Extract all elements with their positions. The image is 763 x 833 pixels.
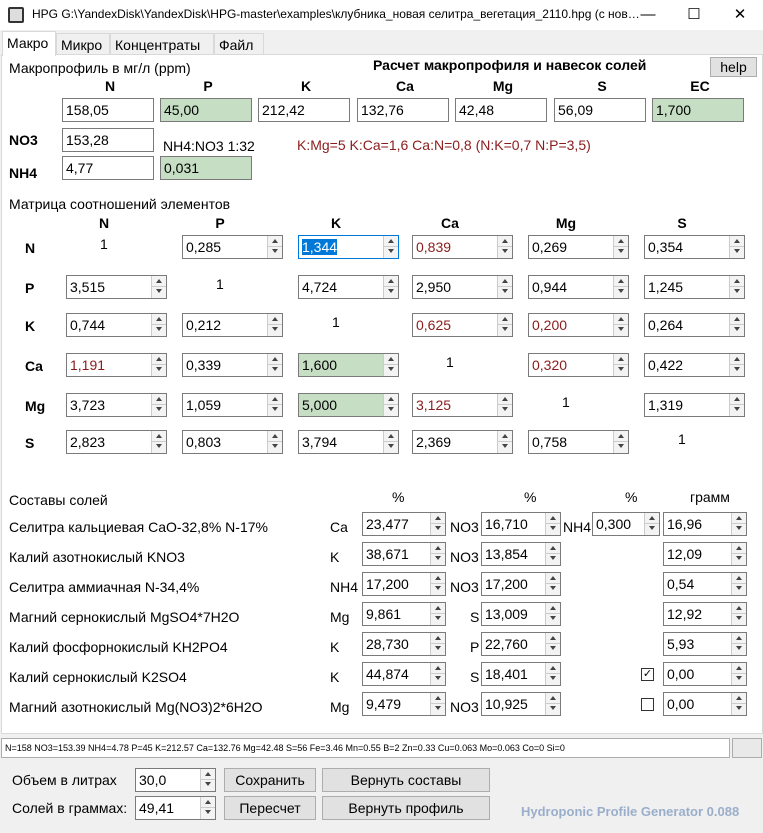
spinner-arrows-icon[interactable] [430,693,445,715]
matrix-cell-n-mg[interactable] [528,235,629,259]
salt-gram-input-value: 0,00 [667,666,695,682]
spinner-arrows-icon[interactable] [267,354,282,376]
spinner-arrows-icon[interactable] [731,663,746,685]
matrix-cell-s-k-value: 3,794 [302,434,338,450]
matrix-cell-s-ca-value: 2,369 [416,434,452,450]
matrix-cell-ca-s-value: 0,422 [648,357,684,373]
spinner-arrows-icon[interactable] [729,394,744,416]
tab-macro[interactable]: Макро [2,31,56,56]
status-bar-extra [732,738,762,758]
salt-pct-1[interactable] [362,602,446,626]
matrix-cell-mg-p[interactable] [182,393,283,417]
tab-file[interactable]: Файл [214,33,264,55]
salt-pct-2-value: 17,200 [485,576,528,592]
macro-header-p: P [203,78,213,94]
matrix-cell-p-s-value: 1,245 [648,279,684,295]
matrix-cell-ca-k[interactable] [298,353,399,377]
matrix-cell-s-n[interactable] [66,430,167,454]
salt-include-checkbox[interactable]: ✓ [642,668,653,680]
calc-heading: Расчет макропрофиля и навесок солей [373,57,647,73]
matrix-col-s: S [677,215,687,231]
matrix-cell-n-k-value: 1,344 [302,239,338,255]
matrix-row-mg: Mg [25,398,46,414]
matrix-row-n: N [25,240,36,256]
matrix-cell-p-k-value: 4,724 [302,279,338,295]
salt-pct-1-value: 17,200 [366,576,409,592]
volume-input[interactable]: 30,0 [135,768,216,792]
volume-label: Объем в литрах [12,772,117,788]
spinner-arrows-icon[interactable] [497,276,512,298]
spinner-arrows-icon[interactable] [151,276,166,298]
no3-input-value: 153,28 [66,132,109,148]
salt-name: Магний сернокислый MgSO4*7H2O [9,609,240,625]
salt-pct-2[interactable] [481,602,561,626]
salt-pct-1[interactable] [362,512,446,536]
salt-include-checkbox[interactable] [641,698,654,711]
no3-input[interactable] [62,128,154,152]
matrix-cell-s-ca[interactable] [412,430,513,454]
macro-header-k: K [300,78,312,94]
matrix-cell-ca-k-value: 1,600 [302,357,338,373]
salt-element-1: K [330,549,340,565]
salt-gram-input[interactable] [663,572,747,596]
matrix-cell-p-s[interactable] [644,275,745,299]
macro-input-s[interactable] [554,98,646,122]
spinner-arrows-icon[interactable] [151,394,166,416]
nh4-input[interactable] [62,156,154,180]
maximize-button[interactable]: ☐ [687,6,701,23]
matrix-cell-ca-n[interactable] [66,353,167,377]
salt-element-1: K [330,669,340,685]
spinner-arrows-icon[interactable] [545,513,560,535]
salt-pct-2-value: 10,925 [485,696,528,712]
restore-compositions-button[interactable]: Вернуть составы [322,768,490,792]
matrix-diag-ca: 1 [446,354,454,370]
macro-header-ec: EC [690,78,710,94]
matrix-cell-p-mg[interactable] [528,275,629,299]
matrix-cell-k-s[interactable] [644,313,745,337]
spinner-arrows-icon[interactable] [430,543,445,565]
ratios-text: K:Mg=5 K:Ca=1,6 Ca:N=0,8 (N:K=0,7 N:P=3,5) [297,137,591,153]
salts-pct-header-2: % [524,489,537,505]
spinner-arrows-icon[interactable] [383,354,398,376]
macro-input-n-value: 158,05 [66,102,109,118]
salt-pct-2[interactable] [481,692,561,716]
spinner-arrows-icon[interactable] [644,513,659,535]
salts-pct-header-3: % [625,489,638,505]
salt-pct-2-value: 22,760 [485,636,528,652]
window-title: HPG G:\YandexDisk\YandexDisk\HPG-master\examples\клубника_новая селитра_вегетация_2110.hpg (с нов… [32,7,640,21]
matrix-cell-s-mg-value: 0,758 [532,434,568,450]
salt-pct-1[interactable] [362,662,446,686]
salt-pct-2[interactable] [481,632,561,656]
salt-pct-1-value: 9,861 [366,606,402,622]
restore-profile-button[interactable]: Вернуть профиль [322,796,490,820]
matrix-cell-k-ca[interactable] [412,313,513,337]
spinner-arrows-icon[interactable] [151,431,166,453]
salts-gram-header: грамм [690,489,730,505]
macro-input-p[interactable] [160,98,252,122]
matrix-col-n: N [98,215,110,231]
salt-element-1: Mg [330,609,350,625]
salt-gram-input[interactable] [663,692,747,716]
macro-input-ca-value: 132,76 [361,102,404,118]
spinner-arrows-icon[interactable] [497,394,512,416]
spinner-arrows-icon[interactable] [613,236,628,258]
spinner-arrows-icon[interactable] [267,314,282,336]
matrix-cell-s-p-value: 0,803 [186,434,222,450]
matrix-col-p: P [215,215,225,231]
tab-concentrates[interactable]: Концентраты [110,33,214,55]
salt-pct-1-value: 44,874 [366,666,409,682]
matrix-col-ca: Ca [441,215,459,231]
macro-profile-label: Макропрофиль в мг/л (ppm) [9,60,191,76]
salt-element-2: S [470,609,480,625]
macro-input-k-value: 212,42 [262,102,305,118]
spinner-arrows-icon[interactable] [731,603,746,625]
salt-name: Калий фосфорнокислый KH2PO4 [9,639,228,655]
matrix-diag-n: 1 [100,236,108,252]
salts-label: Составы солей [9,492,108,508]
spinner-arrows-icon[interactable] [430,603,445,625]
salt-name: Селитра аммиачная N-34,4% [9,579,200,595]
matrix-cell-k-n-value: 0,744 [70,317,106,333]
matrix-cell-n-k[interactable] [298,235,399,259]
matrix-row-p: P [25,280,35,296]
spinner-arrows-icon[interactable] [613,314,628,336]
salt-gram-input-value: 5,93 [667,636,695,652]
salt-gram-input-value: 0,54 [667,576,695,592]
matrix-cell-k-p-value: 0,212 [186,317,222,333]
title-bar [0,0,763,30]
matrix-cell-n-ca-value: 0,839 [416,239,452,255]
spinner-arrows-icon[interactable] [430,633,445,655]
spinner-arrows-icon[interactable] [383,394,398,416]
salt-element-2: NO3 [450,579,479,595]
matrix-cell-k-s-value: 0,264 [648,317,684,333]
salts-total-input[interactable]: 49,41 [135,796,216,820]
spinner-arrows-icon[interactable] [430,513,445,535]
matrix-diag-s: 1 [678,431,686,447]
macro-header-n: N [104,78,116,94]
nh4-label: NH4 [9,165,38,181]
salt-gram-input-value: 16,96 [667,516,703,532]
matrix-cell-p-k[interactable] [298,275,399,299]
matrix-cell-k-ca-value: 0,625 [416,317,452,333]
matrix-cell-n-p[interactable] [182,235,283,259]
spinner-arrows-icon[interactable] [731,693,746,715]
spinner-arrows-icon[interactable] [545,573,560,595]
matrix-cell-k-n[interactable] [66,313,167,337]
salt-pct-1[interactable] [362,572,446,596]
tab-micro[interactable]: Микро [56,33,110,55]
salt-name: Калий азотнокислый KNO3 [9,549,185,565]
minimize-button[interactable]: — [640,6,656,23]
salt-gram-input-value: 12,92 [667,606,703,622]
spinner-arrows-icon[interactable] [267,236,282,258]
spinner-arrows-icon[interactable] [497,314,512,336]
salt-pct-1-value: 28,730 [366,636,409,652]
recalc-button[interactable]: Пересчет [224,796,316,820]
salt-gram-input[interactable] [663,512,747,536]
spinner-arrows-icon[interactable] [545,603,560,625]
nh4-ratio-input-value: 0,031 [164,160,200,176]
spinner-arrows-icon[interactable] [545,663,560,685]
matrix-cell-mg-k[interactable] [298,393,399,417]
spinner-arrows-icon[interactable] [383,431,398,453]
matrix-cell-mg-s-value: 1,319 [648,397,684,413]
spinner-arrows-icon[interactable] [613,431,628,453]
spinner-arrows-icon[interactable] [430,573,445,595]
matrix-diag-p: 1 [216,276,224,292]
spinner-arrows-icon[interactable] [545,633,560,655]
matrix-cell-k-mg[interactable] [528,313,629,337]
matrix-cell-ca-s[interactable] [644,353,745,377]
matrix-cell-s-k[interactable] [298,430,399,454]
salt-element-2: NO3 [450,549,479,565]
salt-element-3: NH4 [563,519,592,535]
app-icon [8,7,24,23]
salt-element-2: P [470,639,480,655]
matrix-col-k: K [330,215,342,231]
spinner-arrows-icon[interactable] [430,663,445,685]
matrix-diag-k: 1 [332,314,340,330]
matrix-cell-mg-n[interactable] [66,393,167,417]
salt-gram-input[interactable] [663,542,747,566]
salt-name: Селитра кальциевая CaO-32,8% N-17% [9,519,268,535]
salt-gram-input-value: 12,09 [667,546,703,562]
matrix-cell-mg-k-value: 5,000 [302,397,338,413]
nh4-ratio-input[interactable] [160,156,252,180]
matrix-cell-s-n-value: 2,823 [70,434,106,450]
matrix-diag-mg: 1 [562,394,570,410]
spinner-arrows-icon[interactable] [731,543,746,565]
help-button[interactable]: help [710,57,757,77]
matrix-cell-p-mg-value: 0,944 [532,279,568,295]
salt-element-2: NO3 [450,519,479,535]
macro-header-ca: Ca [396,78,414,94]
spinner-arrows-icon[interactable] [613,354,628,376]
matrix-cell-ca-mg[interactable] [528,353,629,377]
macro-input-mg-value: 42,48 [459,102,495,118]
matrix-cell-mg-s[interactable] [644,393,745,417]
macro-header-mg: Mg [492,78,514,94]
salts-pct-header-1: % [392,489,405,505]
spinner-arrows-icon[interactable] [151,314,166,336]
salt-pct-2[interactable] [481,662,561,686]
spinner-arrows-icon[interactable] [151,354,166,376]
salt-pct-1-value: 38,671 [366,546,409,562]
matrix-cell-mg-ca-value: 3,125 [416,397,452,413]
salt-element-1: Ca [330,519,348,535]
salt-element-1: NH4 [330,579,359,595]
macro-input-ec-value: 1,700 [656,102,692,118]
macro-header-s: S [597,78,607,94]
salt-element-2: S [470,669,480,685]
spinner-arrows-icon[interactable] [731,513,746,535]
matrix-cell-p-ca[interactable] [412,275,513,299]
save-button[interactable]: Сохранить [224,768,316,792]
salt-pct-2[interactable] [481,572,561,596]
spinner-arrows-icon[interactable] [545,693,560,715]
matrix-row-s: S [25,435,35,451]
matrix-cell-n-s-value: 0,354 [648,239,684,255]
salt-pct-1[interactable] [362,692,446,716]
matrix-label: Матрица соотношений элементов [9,196,231,212]
spinner-arrows-icon[interactable] [383,236,398,258]
macro-input-ca[interactable] [357,98,449,122]
salt-pct-3[interactable] [592,512,660,536]
matrix-cell-n-p-value: 0,285 [186,239,222,255]
macro-input-p-value: 45,00 [164,102,200,118]
spinner-arrows-icon[interactable] [267,394,282,416]
salt-pct-1-value: 9,479 [366,696,402,712]
salt-name: Калий сернокислый K2SO4 [9,669,187,685]
salt-pct-2-value: 13,009 [485,606,528,622]
matrix-cell-n-s[interactable] [644,235,745,259]
salts-label: Солей в граммах: [12,800,128,816]
nh4-no3-ratio: NH4:NO3 1:32 [163,138,255,154]
macro-input-s-value: 56,09 [558,102,594,118]
macro-input-ec[interactable] [652,98,744,122]
spinner-arrows-icon[interactable] [729,314,744,336]
matrix-cell-k-p[interactable] [182,313,283,337]
matrix-cell-s-p[interactable] [182,430,283,454]
salt-pct-2[interactable] [481,542,561,566]
spinner-arrows-icon[interactable] [267,431,282,453]
salt-element-1: Mg [330,699,350,715]
spinner-arrows-icon[interactable] [545,543,560,565]
salt-pct-2-value: 13,854 [485,546,528,562]
spinner-arrows-icon[interactable] [729,236,744,258]
matrix-cell-ca-p[interactable] [182,353,283,377]
spinner-arrows-icon[interactable] [613,276,628,298]
salt-pct-1[interactable] [362,542,446,566]
salt-gram-input[interactable] [663,632,747,656]
salt-gram-input-value: 0,00 [667,696,695,712]
matrix-cell-ca-p-value: 0,339 [186,357,222,373]
spinner-arrows-icon[interactable] [731,633,746,655]
salt-pct-1-value: 23,477 [366,516,409,532]
macro-input-n[interactable] [62,98,154,122]
salt-pct-3-value: 0,300 [596,516,632,532]
matrix-cell-mg-p-value: 1,059 [186,397,222,413]
status-bar: N=158 NO3=153.39 NH4=4.78 P=45 K=212.57 Ca=132.76 Mg=42.48 S=56 Fe=3.46 Mn=0.55 B=2 Zn=0.33 Cu=0.063 Mo=0.063 Co=0 Si=0 [1,738,730,758]
matrix-cell-n-ca[interactable] [412,235,513,259]
matrix-cell-s-mg[interactable] [528,430,629,454]
macro-input-k[interactable] [258,98,350,122]
matrix-cell-mg-ca[interactable] [412,393,513,417]
matrix-cell-ca-mg-value: 0,320 [532,357,568,373]
macro-input-mg[interactable] [455,98,547,122]
salt-pct-2[interactable] [481,512,561,536]
brand-label: Hydroponic Profile Generator 0.088 [521,804,740,819]
matrix-cell-p-n[interactable] [66,275,167,299]
matrix-cell-mg-n-value: 3,723 [70,397,106,413]
salt-element-1: K [330,639,340,655]
nh4-input-value: 4,77 [66,160,94,176]
no3-label: NO3 [9,132,38,148]
matrix-row-ca: Ca [25,358,43,374]
spinner-arrows-icon[interactable] [729,354,744,376]
matrix-cell-n-mg-value: 0,269 [532,239,568,255]
salt-pct-2-value: 18,401 [485,666,528,682]
spinner-arrows-icon[interactable] [497,431,512,453]
matrix-cell-p-ca-value: 2,950 [416,279,452,295]
spinner-arrows-icon[interactable] [497,236,512,258]
close-button[interactable]: ✕ [733,6,747,23]
salt-pct-1[interactable] [362,632,446,656]
salt-pct-2-value: 16,710 [485,516,528,532]
spinner-arrows-icon[interactable] [383,276,398,298]
matrix-cell-ca-n-value: 1,191 [70,357,106,373]
matrix-cell-p-n-value: 3,515 [70,279,106,295]
matrix-row-k: K [25,318,36,334]
spinner-arrows-icon[interactable] [729,276,744,298]
spinner-arrows-icon[interactable] [731,573,746,595]
salt-gram-input[interactable] [663,602,747,626]
matrix-col-mg: Mg [555,215,577,231]
matrix-cell-k-mg-value: 0,200 [532,317,568,333]
salt-gram-input[interactable] [663,662,747,686]
salt-name: Магний азотнокислый Mg(NO3)2*6H2O [9,699,263,715]
salt-element-2: NO3 [450,699,479,715]
